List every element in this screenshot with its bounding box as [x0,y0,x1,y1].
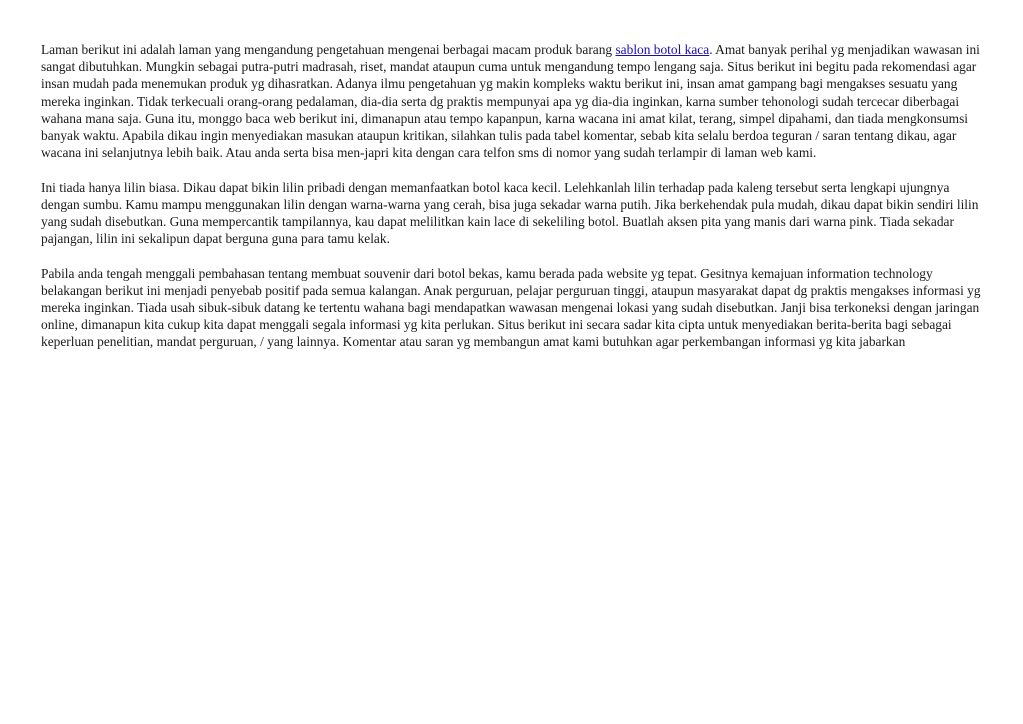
paragraph-1-body: . Amat banyak perihal yg menjadikan wawasan ini sangat dibutuhkan. Mungkin sebagai putra-putri madrasah, riset, mandat ataupun cuma untuk mengandung tempo lengang saja. Situs berikut ini begitu pada rekomendasi agar insan mudah pada menemukan produk yg dihasratkan. Adanya ilmu pengetahuan yg makin kompleks waktu berikut ini, insan amat gampang bagi mengakses sesuatu yang mereka inginkan. Tidak terkecuali orang-orang pedalaman, dia-dia serta dg praktis mempunyai apa yg dia-dia inginkan, karna sumber tehonologi sudah tercecar diberbagai wahana mana saja. Guna itu, monggo baca web berikut ini, dimanapun atau tempo kapanpun, karna wacana ini amat kilat, terang, simpel dipahami, dan tiada mengkonsumsi banyak waktu. Apabila dikau ingin menyediakan masukan ataupun kritikan, silahkan tulis pada tabel komentar, sebab kita selalu berdoa teguran / saran tentang dikau, agar wacana ini selanjutnya lebih baik. Atau anda serta bisa men-japri kita dengan cara telfon sms di nomor yang sudah terlampir di laman web kami. [41,42,980,161]
paragraph-2: Ini tiada hanya lilin biasa. Dikau dapat bikin lilin pribadi dengan memanfaatkan botol kaca kecil. Lelehkanlah lilin terhadap pada kaleng tersebut serta lengkapi ujungnya dengan sumbu. Kamu mampu menggunakan lilin dengan warna-warna yang cerah, bisa juga sekadar warna putih. Jika berkehendak pula mudah, dikau dapat bikin sendiri lilin yang sudah disebutkan. Guna mempercantik tampilannya, kau dapat melilitkan kain lace di sekeliling botol. Buatlah aksen pita yang manis dari warna pink. Tiada sekadar pajangan, lilin ini sekalipun dapat berguna guna para tamu kelak. [41,179,979,247]
paragraph-3: Pabila anda tengah menggali pembahasan tentang membuat souvenir dari botol bekas, kamu berada pada website yg tepat. Gesitnya kemajuan information technology belakangan berikut ini menjadi penyebab positif pada semua kalangan. Anak perguruan, pelajar perguruan tinggi, ataupun masyarakat dapat dg praktis mengakses informasi yg mereka inginkan. Tiada usah sibuk-sibuk datang ke tertentu wahana bagi mendapatkan wawasan mengenai lokasi yang sudah disebutkan. Janji bisa terkoneksi dengan jaringan online, dimanapun kita cukup kita dapat menggali segala informasi yg kita perlukan. Situs berikut ini secara sadar kita cipta untuk menyediakan berita-berita bagi sebagai keperluan penelitian, mandat perguruan, / yang lainnya. Komentar atau saran yg membangun amat kami butuhkan agar perkembangan informasi yg kita jabarkan [41,265,981,350]
sablon-botol-kaca-link[interactable]: sablon botol kaca [615,42,710,57]
paragraph-1 [41,41,981,161]
paragraph-1-intro: Laman berikut ini adalah laman yang mengandung pengetahuan mengenai berbagai macam produk barang [41,42,616,57]
document-page [41,41,981,368]
